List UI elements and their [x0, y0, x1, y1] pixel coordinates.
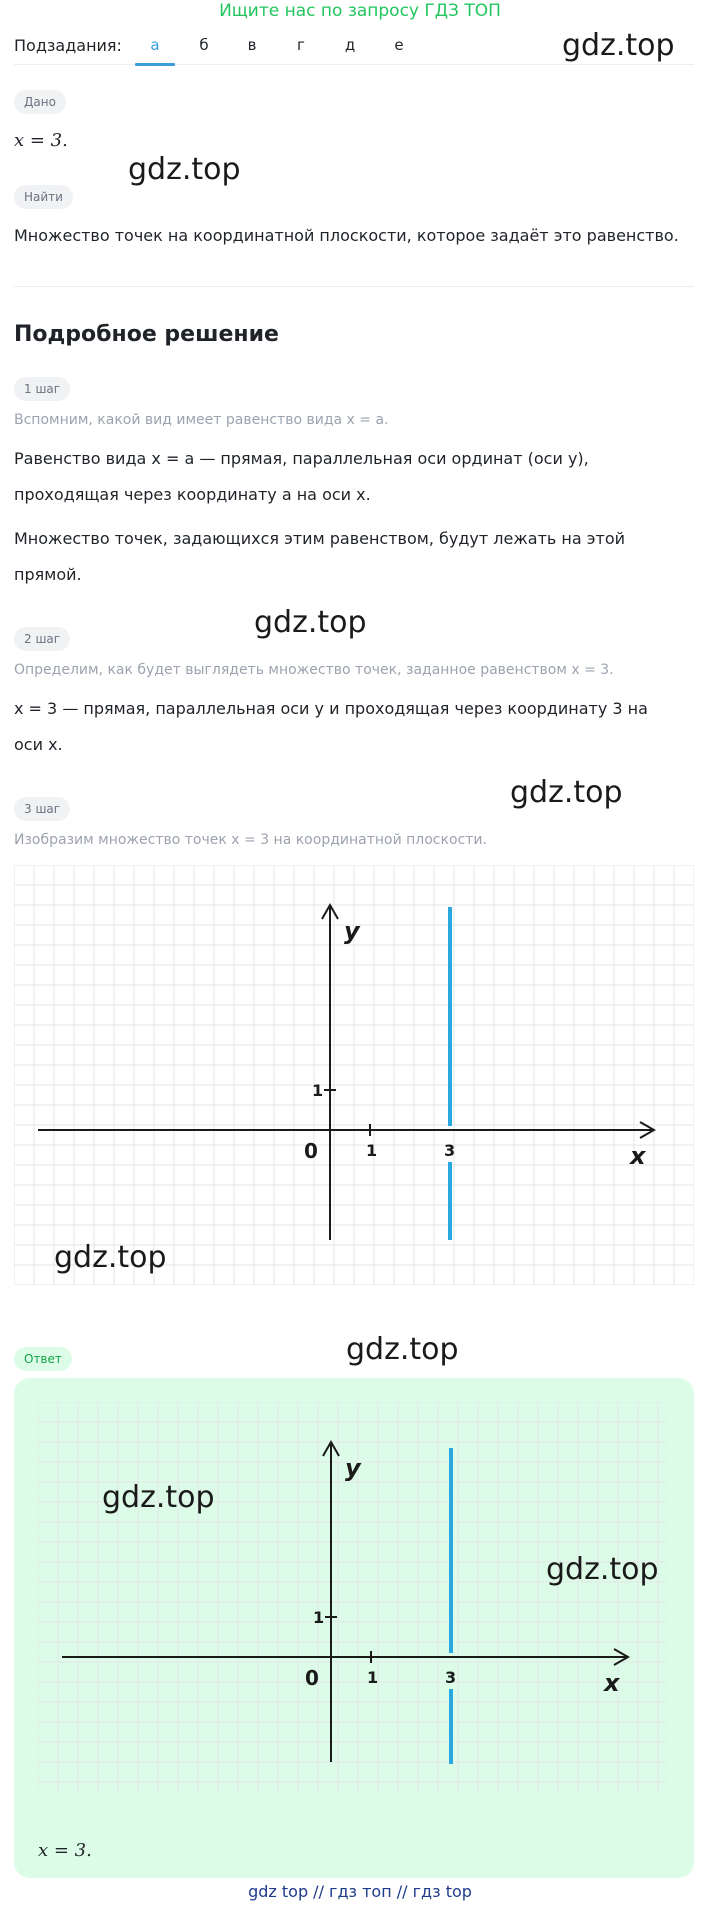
top-banner[interactable]: Ищите нас по запросу ГДЗ ТОП	[219, 1, 501, 21]
tab-d[interactable]: д	[344, 36, 356, 54]
watermark: gdz.top	[562, 28, 675, 63]
x-axis-label: x	[630, 1142, 646, 1170]
coordinate-plane-2	[38, 1402, 668, 1794]
step1-paragraph1-line1: Равенство вида x = a — прямая, параллельная оси ординат (оси y),	[14, 449, 589, 468]
step1-tag: 1 шаг	[14, 377, 70, 401]
given-tag: Дано	[14, 90, 66, 114]
footer-links[interactable]: gdz top // гдз топ // гдз top	[248, 1882, 472, 1901]
tab-a[interactable]: а	[150, 36, 160, 54]
watermark: gdz.top	[102, 1480, 215, 1515]
solution-title: Подробное решение	[14, 322, 279, 347]
answer-tag: Ответ	[14, 1347, 72, 1371]
watermark: gdz.top	[54, 1240, 167, 1275]
section-divider	[14, 286, 694, 287]
tabs-divider	[14, 64, 694, 65]
find-tag: Найти	[14, 185, 73, 209]
active-tab-indicator	[135, 63, 175, 66]
tab-v[interactable]: в	[247, 36, 257, 54]
watermark: gdz.top	[546, 1552, 659, 1587]
y-tick-label-1: 1	[312, 1081, 324, 1100]
watermark: gdz.top	[254, 605, 367, 640]
step2-line1: x = 3 — прямая, параллельная оси y и проходящая через координату 3 на	[14, 699, 648, 718]
graph-svg	[38, 1402, 668, 1794]
x-tick-label-3: 3	[444, 1141, 456, 1160]
y-tick-label-1: 1	[313, 1608, 325, 1627]
step2-line2: оси x.	[14, 735, 63, 754]
given-equation: x = 3.	[14, 130, 68, 151]
tab-g[interactable]: г	[297, 36, 305, 54]
coordinate-plane-1	[14, 865, 694, 1285]
x-axis-label: x	[604, 1669, 620, 1697]
find-text: Множество точек на координатной плоскости, которое задаёт это равенство.	[14, 226, 679, 245]
x-tick-label-3: 3	[445, 1668, 457, 1687]
step1-paragraph2-line1: Множество точек, задающихся этим равенством, будут лежать на этой	[14, 529, 626, 548]
y-axis-label: y	[344, 917, 360, 945]
y-axis-label: y	[345, 1454, 361, 1482]
tab-e[interactable]: е	[394, 36, 404, 54]
x-tick-label-1: 1	[366, 1141, 378, 1160]
step1-paragraph1-line2: проходящая через координату a на оси x.	[14, 485, 371, 504]
step3-tag: 3 шаг	[14, 797, 70, 821]
step2-hint: Определим, как будет выглядеть множество точек, заданное равенством x = 3.	[14, 662, 614, 678]
graph-svg	[14, 865, 694, 1285]
step2-tag: 2 шаг	[14, 627, 70, 651]
x-tick-label-1: 1	[367, 1668, 379, 1687]
subtasks-label: Подзадания:	[14, 36, 122, 55]
watermark: gdz.top	[510, 775, 623, 810]
origin-label: 0	[304, 1139, 318, 1163]
step1-hint: Вспомним, какой вид имеет равенство вида x = a.	[14, 412, 389, 428]
tab-b[interactable]: б	[199, 36, 209, 54]
step1-paragraph2-line2: прямой.	[14, 565, 82, 584]
step3-hint: Изобразим множество точек x = 3 на координатной плоскости.	[14, 832, 487, 848]
watermark: gdz.top	[346, 1332, 459, 1367]
watermark: gdz.top	[128, 152, 241, 187]
answer-equation: x = 3.	[38, 1840, 92, 1861]
origin-label: 0	[305, 1666, 319, 1690]
